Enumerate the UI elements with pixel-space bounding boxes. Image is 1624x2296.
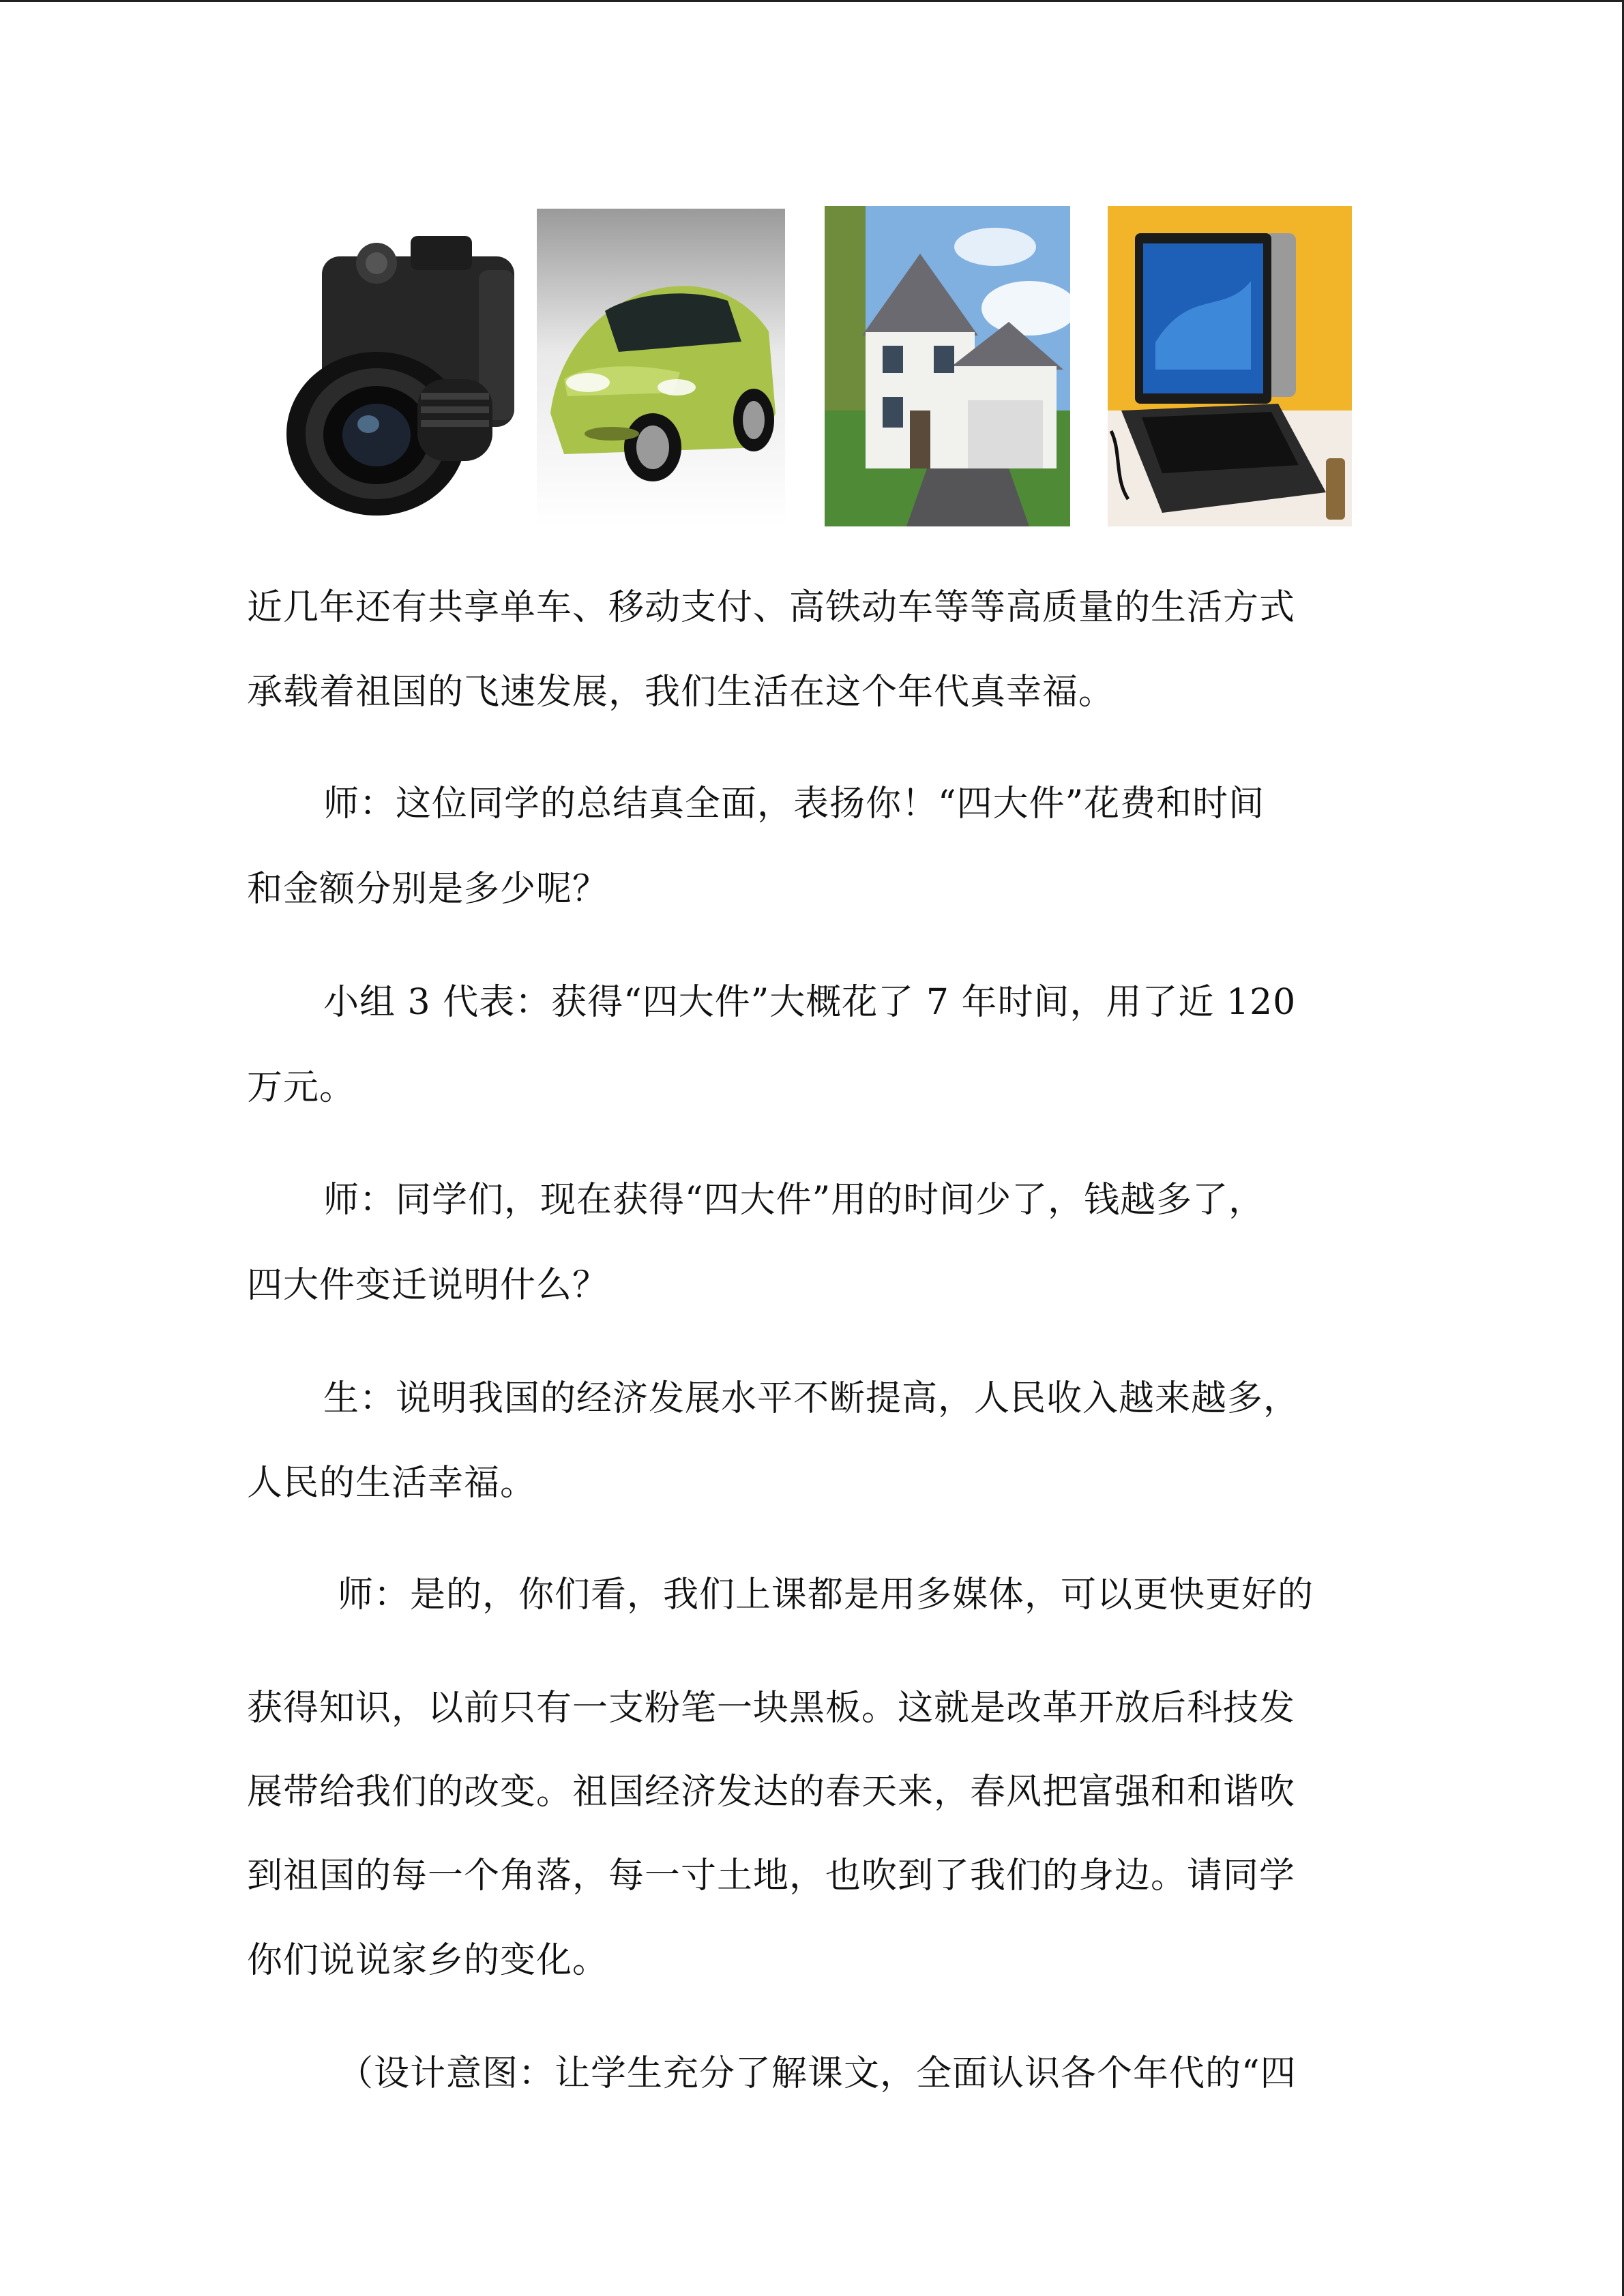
paragraph-5-line-1: 生：说明我国的经济发展水平不断提高，人民收入越来越多， bbox=[323, 1378, 1300, 1419]
laptop-icon bbox=[1108, 206, 1352, 526]
camera-icon bbox=[274, 222, 528, 526]
laptop-photo bbox=[1108, 206, 1352, 526]
paragraph-2-line-1: 师：这位同学的总结真全面，表扬你！“四大件”花费和时间 bbox=[323, 784, 1265, 824]
paragraph-6-line-3: 展带给我们的改变。祖国经济发达的春天来，春风把富强和和谐吹 bbox=[247, 1772, 1296, 1813]
paragraph-5-line-2: 人民的生活幸福。 bbox=[247, 1463, 537, 1504]
paragraph-7-line-1: （设计意图：让学生充分了解课文，全面认识各个年代的“四 bbox=[338, 2053, 1297, 2094]
paragraph-1-line-2: 承载着祖国的飞速发展，我们生活在这个年代真幸福。 bbox=[247, 672, 1115, 713]
house-photo bbox=[825, 206, 1070, 526]
paragraph-4-line-2: 四大件变迁说明什么？ bbox=[247, 1265, 609, 1306]
photo-row bbox=[0, 0, 1624, 546]
car-photo bbox=[537, 209, 785, 527]
paragraph-3-line-2: 万元。 bbox=[247, 1067, 356, 1108]
house-icon bbox=[825, 206, 1070, 526]
paragraph-1-line-1: 近几年还有共享单车、移动支付、高铁动车等等高质量的生活方式 bbox=[247, 587, 1296, 628]
camera-photo bbox=[274, 222, 528, 526]
paragraph-6-line-4: 到祖国的每一个角落，每一寸土地，也吹到了我们的身边。请同学 bbox=[247, 1855, 1296, 1896]
paragraph-2-line-2: 和金额分别是多少呢？ bbox=[247, 869, 609, 910]
car-icon bbox=[537, 209, 785, 527]
paragraph-3-line-1: 小组 3 代表：获得“四大件”大概花了 7 年时间，用了近 120 bbox=[323, 982, 1297, 1023]
paragraph-6-line-1: 师：是的，你们看，我们上课都是用多媒体，可以更快更好的 bbox=[338, 1575, 1314, 1615]
paragraph-6-line-2: 获得知识，以前只有一支粉笔一块黑板。这就是改革开放后科技发 bbox=[247, 1688, 1296, 1729]
paragraph-6-line-5: 你们说说家乡的变化。 bbox=[247, 1940, 609, 1981]
paragraph-4-line-1: 师：同学们，现在获得“四大件”用的时间少了，钱越多了， bbox=[323, 1180, 1265, 1221]
